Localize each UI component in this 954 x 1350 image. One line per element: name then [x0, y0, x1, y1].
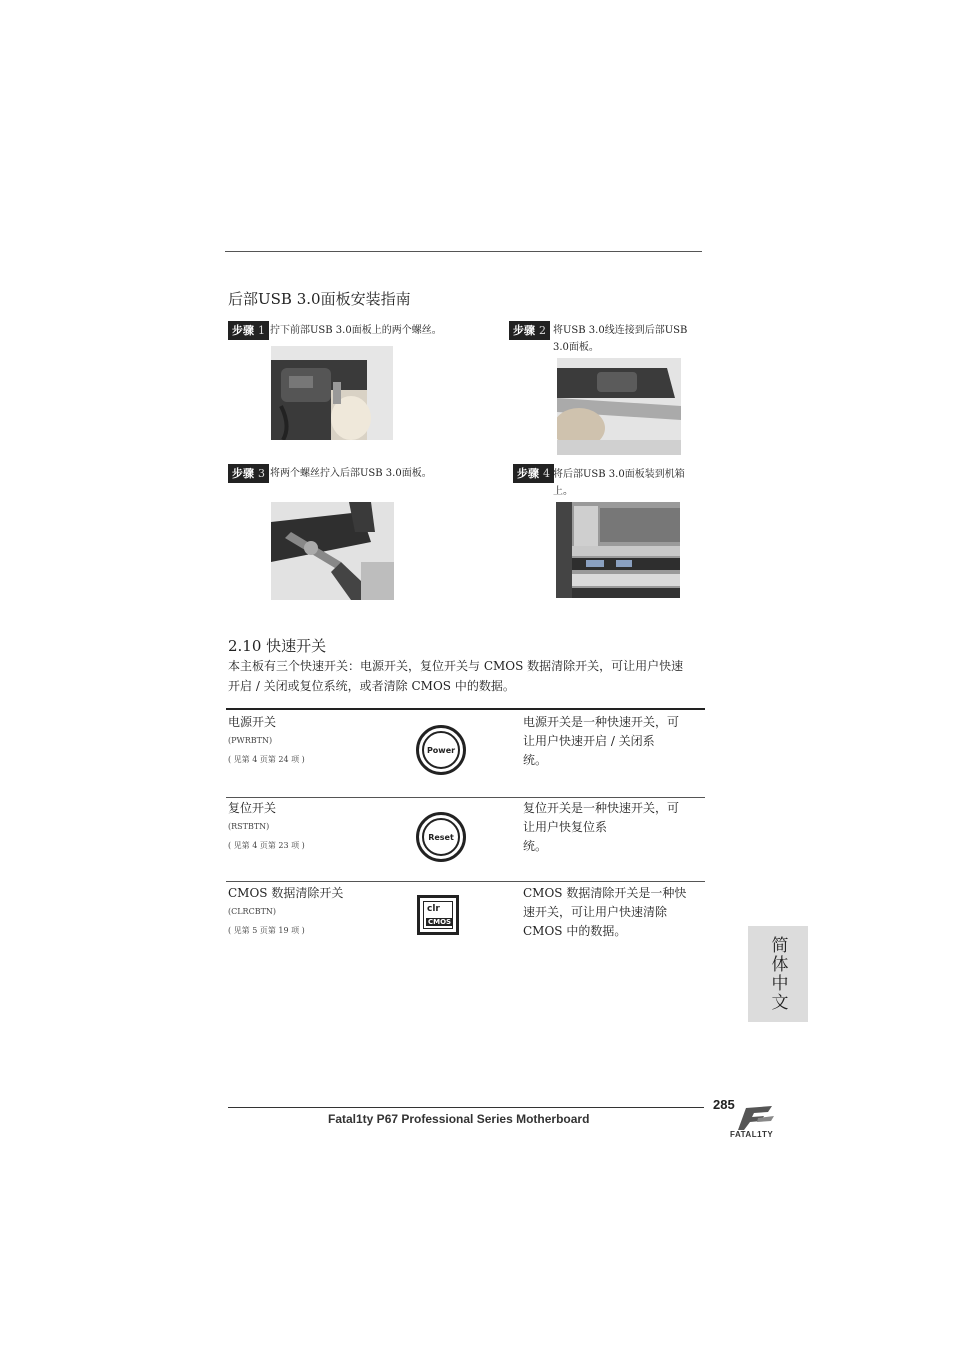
clear-cmos-button-icon	[417, 895, 459, 935]
switch-row-cmos	[228, 884, 704, 964]
clear-cmos-label-bottom: CMOS	[428, 918, 452, 926]
quick-switch-intro	[228, 656, 708, 696]
page-number: 285	[713, 1097, 735, 1112]
intro-line-2: 开启 / 关闭或复位系统，或者清除 CMOS 中的数据。	[228, 679, 515, 693]
step-3-badge: 步骤 3	[228, 464, 269, 483]
power-button-icon	[416, 725, 466, 775]
row-divider-1	[226, 797, 705, 798]
switch-ref: ( 见第 4 页第 23 项 )	[228, 841, 305, 850]
fatal1ty-logo	[728, 1104, 788, 1144]
quick-switch-title: 2.10 快速开关	[228, 637, 327, 655]
switch-desc: 复位开关是一种快速开关，可 让用户快复位系 统。	[523, 801, 680, 853]
language-side-tab-label: 简体中文	[767, 936, 788, 1012]
top-rule	[225, 251, 702, 252]
switch-ref: ( 见第 4 页第 24 项 )	[228, 755, 305, 764]
switch-row-power	[228, 713, 704, 793]
switch-code: (PWRBTN)	[228, 736, 273, 745]
step-1-photo	[271, 346, 393, 440]
switch-name: 复位开关	[228, 801, 277, 815]
fatal1ty-logo-text: FATAL1TY	[730, 1130, 774, 1139]
row-divider-2	[226, 881, 705, 882]
footer-product: Fatal1ty P67 Professional Series Motherboard	[328, 1112, 590, 1126]
step-3-photo	[271, 502, 394, 600]
switch-name: CMOS 数据清除开关	[228, 886, 344, 900]
step-4-text: 将后部USB 3.0面板装到机箱上。	[553, 469, 685, 497]
switch-row-reset	[228, 799, 704, 879]
step-2-text: 将USB 3.0线连接到后部USB 3.0面板。	[553, 325, 688, 353]
step-4-badge: 步骤 4	[513, 464, 554, 483]
section-title: 后部USB 3.0面板安装指南	[228, 290, 411, 308]
switch-code: (CLRCBTN)	[228, 907, 277, 916]
reset-button-label: Reset	[422, 818, 460, 856]
fatal1ty-logo-icon	[728, 1104, 788, 1132]
switch-name: 电源开关	[228, 715, 277, 729]
switch-ref: ( 见第 5 页第 19 项 )	[228, 926, 305, 935]
switch-desc: CMOS 数据清除开关是一种快 速开关，可让用户快速清除 CMOS 中的数据。	[523, 886, 687, 938]
step-3-text: 将两个螺丝拧入后部USB 3.0面板。	[270, 468, 432, 479]
step-1-text: 拧下前部USB 3.0面板上的两个螺丝。	[270, 325, 442, 336]
language-side-tab	[748, 926, 808, 1022]
power-button-label: Power	[422, 731, 460, 769]
switch-code: (RSTBTN)	[228, 822, 270, 831]
intro-line-1: 本主板有三个快速开关：电源开关，复位开关与 CMOS 数据清除开关，可让用户快速	[228, 659, 684, 673]
clear-cmos-label-top: clr	[427, 904, 440, 914]
step-4-photo	[556, 502, 680, 598]
footer-rule	[228, 1107, 704, 1108]
step-1-badge: 步骤 1	[228, 321, 269, 340]
reset-button-icon	[416, 812, 466, 862]
step-2-photo	[557, 358, 681, 455]
switch-table-top-rule	[226, 708, 705, 710]
switch-desc: 电源开关是一种快速开关，可 让用户快速开启 / 关闭系 统。	[523, 715, 680, 767]
step-2-badge: 步骤 2	[509, 321, 550, 340]
